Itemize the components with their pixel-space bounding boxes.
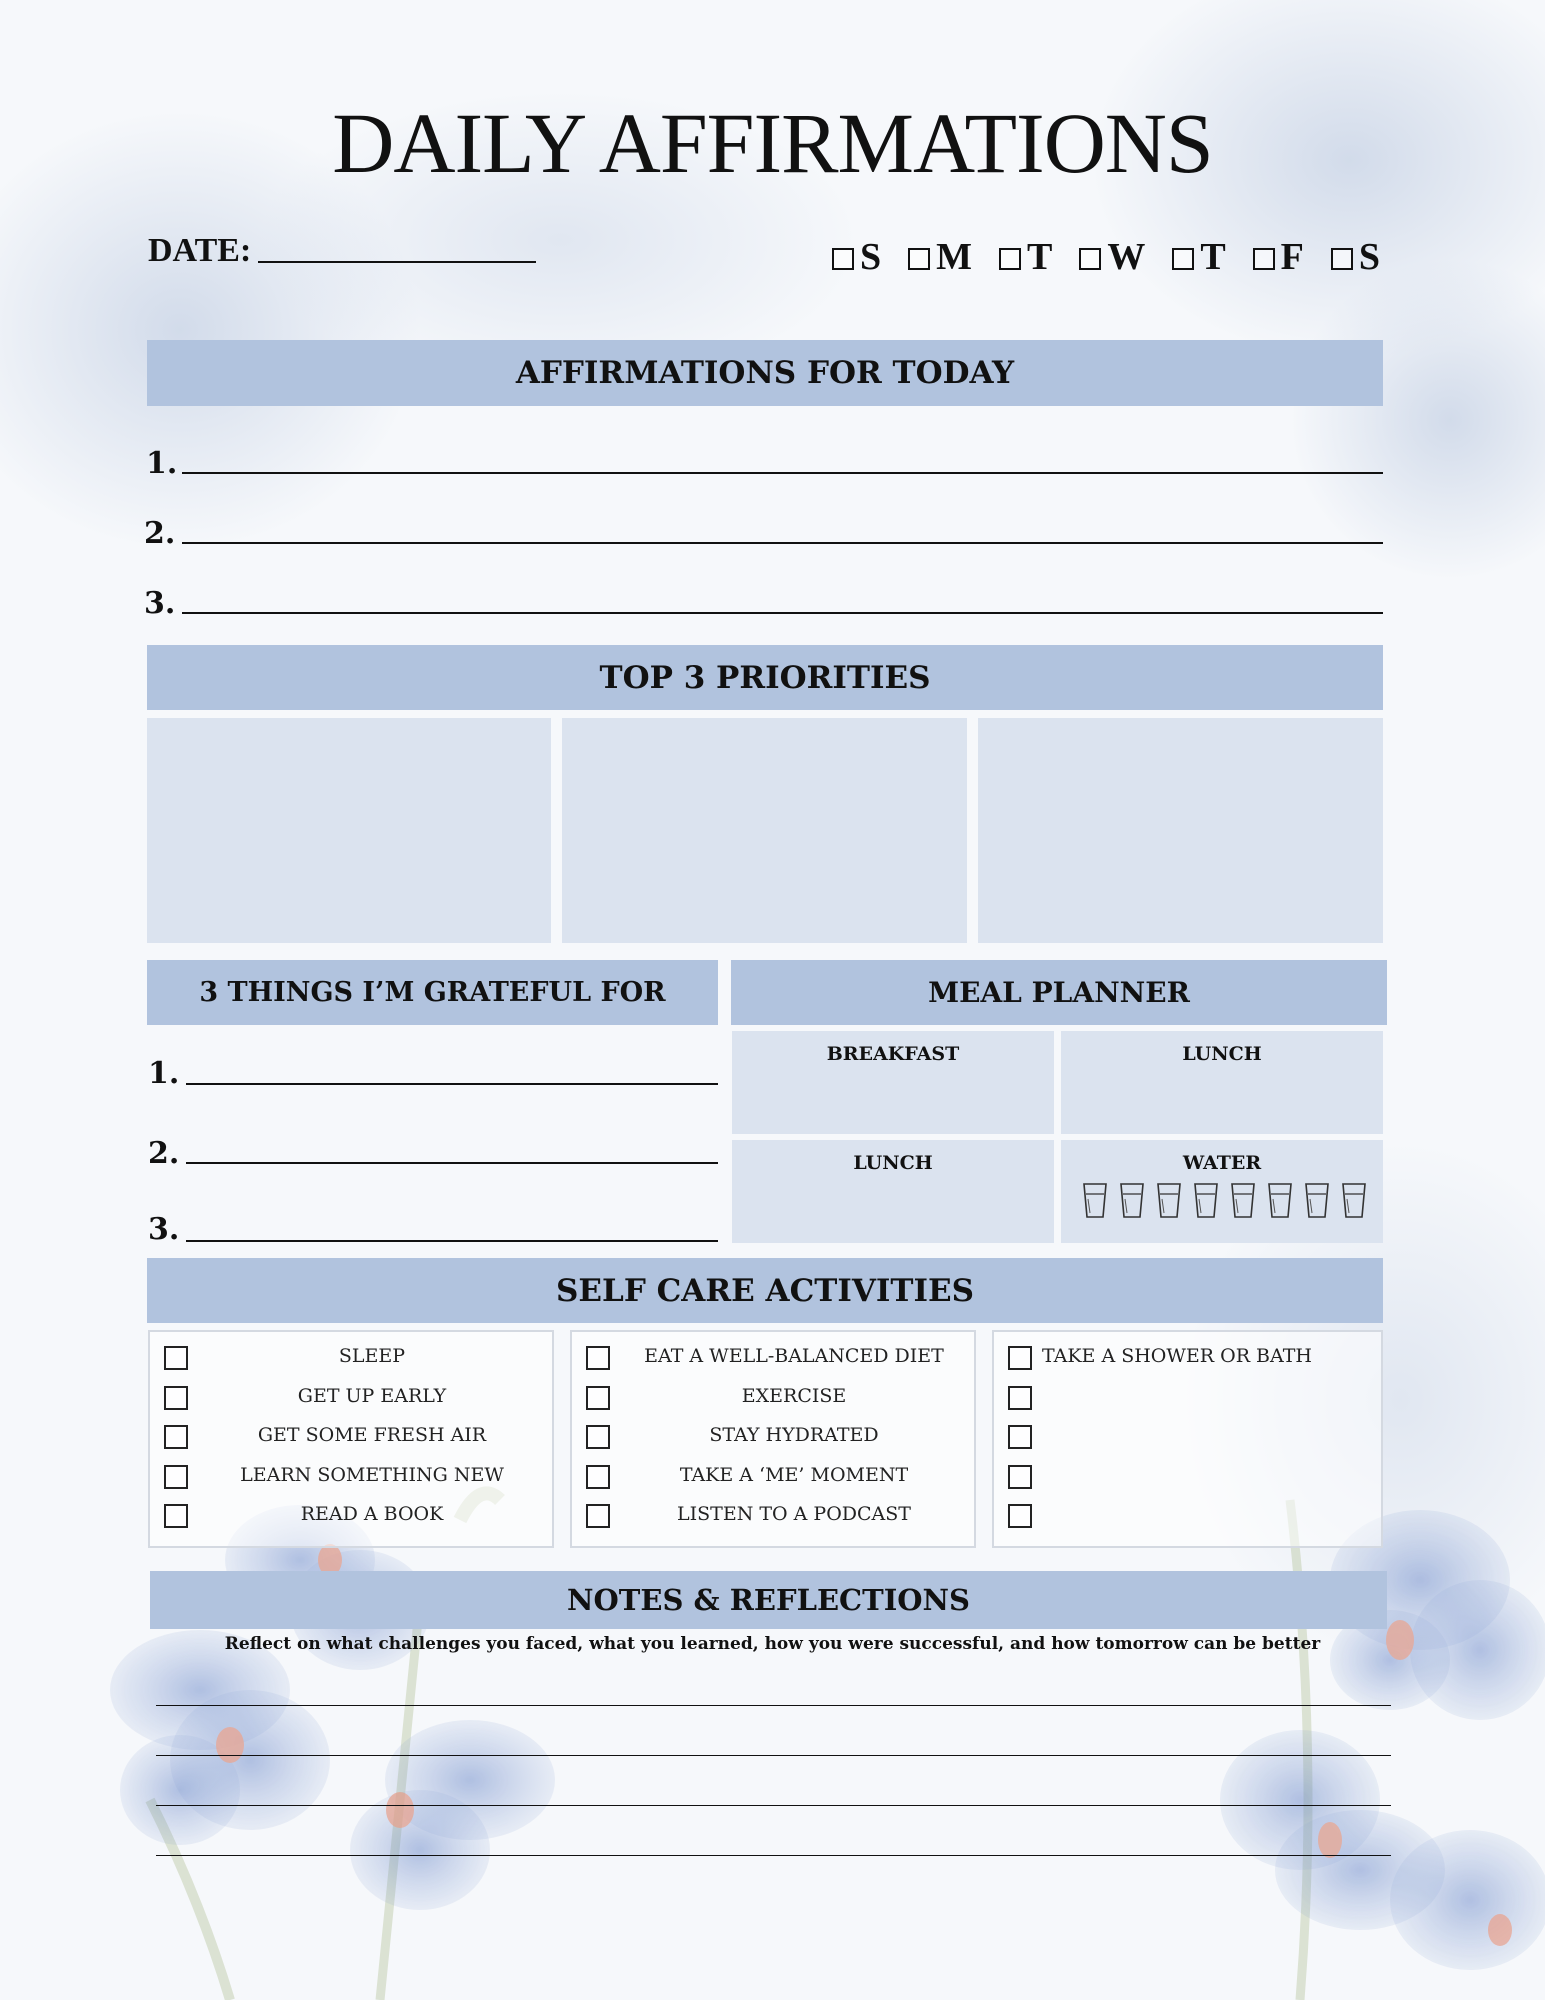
notes-heading: NOTES & REFLECTIONS [150, 1571, 1387, 1629]
water-glass-icon[interactable] [1193, 1182, 1219, 1220]
grateful-line-3[interactable] [186, 1240, 718, 1242]
affirmation-number: 2. [144, 516, 176, 551]
self-care-item: GET UP EARLY [297, 1384, 447, 1407]
meal-cell-label: LUNCH [1182, 1043, 1262, 1065]
notes-line-3[interactable] [156, 1805, 1391, 1806]
day-checkbox[interactable] [908, 248, 930, 270]
grateful-line-2[interactable] [186, 1162, 718, 1164]
self-care-item: LEARN SOMETHING NEW [240, 1463, 504, 1486]
grateful-number: 1. [148, 1056, 180, 1091]
self-care-item: TAKE A ‘ME’ MOMENT [679, 1463, 909, 1486]
self-care-checkbox[interactable] [164, 1346, 188, 1370]
grateful-line-1[interactable] [186, 1083, 718, 1085]
meal-cell-water [1061, 1140, 1383, 1243]
water-glasses [1082, 1182, 1367, 1220]
water-glass-icon[interactable] [1119, 1182, 1145, 1220]
self-care-checkbox[interactable] [164, 1386, 188, 1410]
self-care-heading: SELF CARE ACTIVITIES [147, 1258, 1383, 1323]
notes-line-4[interactable] [156, 1855, 1391, 1856]
priorities-heading: TOP 3 PRIORITIES [147, 645, 1383, 710]
meal-cell-label: WATER [1182, 1152, 1262, 1174]
self-care-checkbox[interactable] [586, 1465, 610, 1489]
self-care-column-1 [148, 1330, 554, 1548]
water-glass-icon[interactable] [1304, 1182, 1330, 1220]
day-checkbox[interactable] [1172, 248, 1194, 270]
self-care-item: READ A BOOK [300, 1503, 444, 1525]
priority-box-3[interactable] [978, 718, 1383, 943]
notes-prompt: Reflect on what challenges you faced, what you learned, how you were successful, and how tomorrow can be better [224, 1634, 1321, 1654]
day-saturday[interactable]: S [1331, 238, 1380, 276]
self-care-item: EAT A WELL-BALANCED DIET [644, 1345, 944, 1367]
notes-line-2[interactable] [156, 1755, 1391, 1756]
self-care-column-2 [570, 1330, 976, 1548]
water-glass-icon[interactable] [1230, 1182, 1256, 1220]
grateful-number: 2. [148, 1136, 180, 1171]
self-care-checkbox[interactable] [1008, 1504, 1032, 1528]
self-care-item: SLEEP [338, 1345, 406, 1367]
self-care-item: TAKE A SHOWER OR BATH [1042, 1345, 1312, 1367]
affirmation-line-1[interactable] [182, 472, 1383, 474]
day-checkbox[interactable] [1331, 248, 1353, 270]
date-label: DATE: [148, 232, 252, 269]
self-care-checkbox[interactable] [1008, 1465, 1032, 1489]
grateful-number: 3. [148, 1212, 180, 1247]
grateful-heading: 3 THINGS I’M GRATEFUL FOR [147, 960, 718, 1025]
day-sunday[interactable]: S [832, 238, 881, 276]
meal-cell-lunch-2[interactable] [732, 1140, 1054, 1243]
day-checkbox[interactable] [1253, 248, 1275, 270]
water-glass-icon[interactable] [1156, 1182, 1182, 1220]
meal-cell-label: LUNCH [853, 1152, 933, 1174]
self-care-item: LISTEN TO A PODCAST [677, 1503, 911, 1525]
water-glass-icon[interactable] [1267, 1182, 1293, 1220]
self-care-checkbox[interactable] [164, 1465, 188, 1489]
affirmation-number: 3. [144, 586, 176, 621]
self-care-item: GET SOME FRESH AIR [257, 1424, 487, 1446]
meal-cell-breakfast[interactable] [732, 1031, 1054, 1134]
meal-cell-label: BREAKFAST [826, 1043, 960, 1065]
affirmation-line-3[interactable] [182, 612, 1383, 614]
affirmation-line-2[interactable] [182, 542, 1383, 544]
page-title: DAILY AFFIRMATIONS [332, 95, 1213, 191]
water-glass-icon[interactable] [1341, 1182, 1367, 1220]
day-checkbox[interactable] [999, 248, 1021, 270]
priority-box-2[interactable] [562, 718, 967, 943]
self-care-column-3 [992, 1330, 1383, 1548]
self-care-checkbox[interactable] [164, 1425, 188, 1449]
self-care-checkbox[interactable] [586, 1346, 610, 1370]
self-care-checkbox[interactable] [586, 1425, 610, 1449]
day-thursday[interactable]: T [1172, 238, 1225, 276]
day-friday[interactable]: F [1253, 238, 1304, 276]
day-tuesday[interactable]: T [999, 238, 1052, 276]
day-checkbox[interactable] [1079, 248, 1101, 270]
meal-cell-lunch[interactable] [1061, 1031, 1383, 1134]
notes-line-1[interactable] [156, 1705, 1391, 1706]
self-care-checkbox[interactable] [1008, 1425, 1032, 1449]
day-checkbox[interactable] [832, 248, 854, 270]
date-field-line[interactable] [258, 261, 536, 263]
self-care-checkbox[interactable] [164, 1504, 188, 1528]
self-care-item: EXERCISE [741, 1384, 847, 1407]
affirmations-heading: AFFIRMATIONS FOR TODAY [147, 340, 1383, 406]
affirmation-number: 1. [146, 446, 178, 481]
priority-box-1[interactable] [147, 718, 551, 943]
day-wednesday[interactable]: W [1079, 238, 1145, 276]
self-care-checkbox[interactable] [586, 1386, 610, 1410]
day-monday[interactable]: M [908, 238, 972, 276]
meal-planner-heading: MEAL PLANNER [731, 960, 1387, 1025]
water-glass-icon[interactable] [1082, 1182, 1108, 1220]
self-care-checkbox[interactable] [1008, 1346, 1032, 1370]
self-care-checkbox[interactable] [1008, 1386, 1032, 1410]
weekday-checklist [832, 238, 1380, 276]
self-care-item: STAY HYDRATED [709, 1424, 879, 1446]
self-care-checkbox[interactable] [586, 1504, 610, 1528]
